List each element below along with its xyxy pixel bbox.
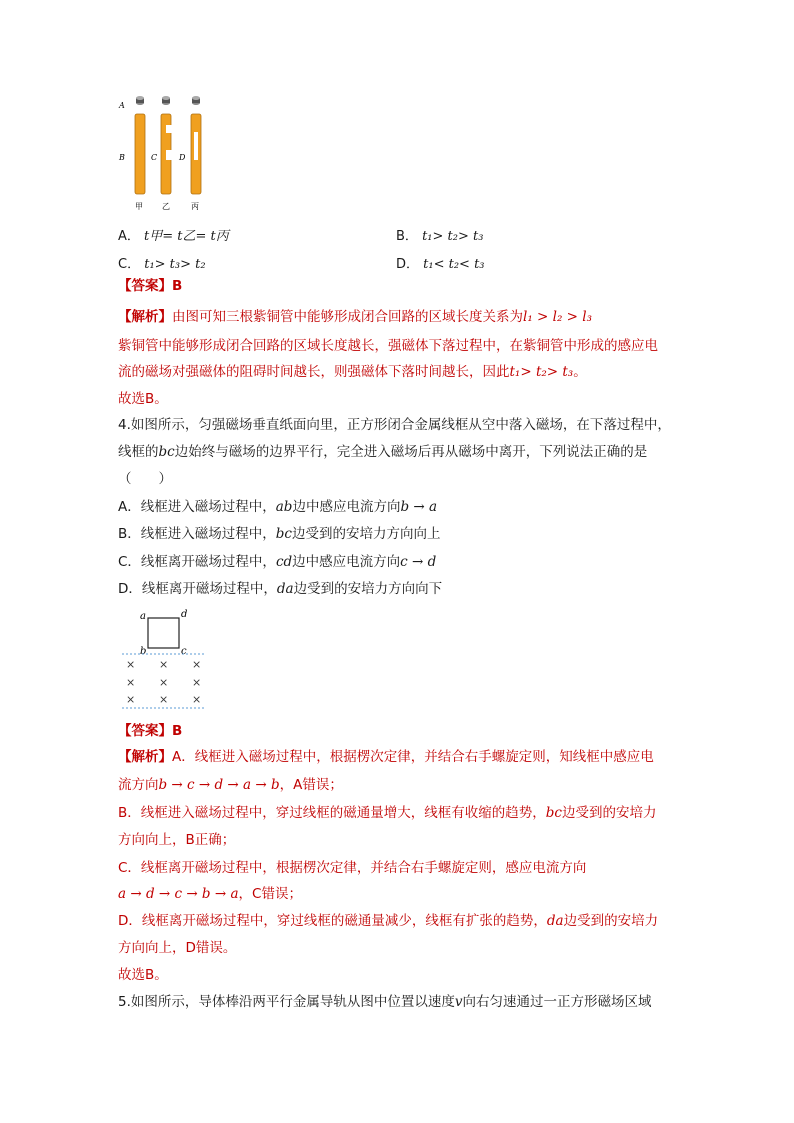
option-a <box>118 225 229 244</box>
option-text: B．线框进入磁场过程中， <box>118 526 276 542</box>
option-text: C．线框离开磁场过程中， <box>118 554 276 570</box>
analysis-math: b → c → d → a → b <box>158 777 280 793</box>
option-d <box>118 579 442 599</box>
analysis-line <box>118 362 587 382</box>
option-text: D．线框离开磁场过程中， <box>118 581 277 597</box>
field-cross: × <box>192 693 202 706</box>
magnetic-field-crosses <box>126 658 201 706</box>
label-D: D <box>179 153 186 162</box>
label-C: C <box>151 153 158 162</box>
analysis-line <box>118 775 343 795</box>
field-cross: × <box>126 658 136 671</box>
analysis-text: 边受到的安培力 <box>561 805 657 821</box>
option-text: 边受到的安培力方向向下 <box>293 581 443 597</box>
copper-tubes-figure <box>115 92 215 214</box>
option-text: A．线框进入磁场过程中， <box>118 499 276 515</box>
option-text: 边中感应电流方向 <box>292 499 401 515</box>
option-math: cd <box>275 554 293 570</box>
field-cross: × <box>192 658 202 671</box>
option-text: 边中感应电流方向 <box>292 554 401 570</box>
tube-bing <box>191 114 201 194</box>
tube-name-bing: 丙 <box>191 202 199 211</box>
analysis-line <box>118 803 656 823</box>
option-c <box>118 253 206 272</box>
analysis-line: 紫铜管中能够形成闭合回路的区域长度越长，强磁体下落过程中，在紫铜管中形成的感应电 <box>118 338 658 354</box>
vertex-c: c <box>181 646 187 657</box>
option-expr: t₁> t₂> t₃ <box>422 229 484 244</box>
option-b <box>118 524 440 544</box>
magnet-icon <box>192 96 200 105</box>
option-a <box>118 497 437 517</box>
stem-text: 线框的 <box>118 444 159 460</box>
analysis-line <box>118 884 302 904</box>
option-math: da <box>276 581 294 597</box>
square-frame <box>148 618 179 648</box>
field-cross: × <box>159 658 169 671</box>
tube-name-yi: 乙 <box>162 202 170 211</box>
analysis-tag: 【解析】 <box>118 749 172 765</box>
option-text: 边受到的安培力方向向上 <box>291 526 441 542</box>
option-d <box>396 253 485 272</box>
analysis-text: 边受到的安培力 <box>563 913 659 929</box>
analysis-text: 。 <box>573 364 587 380</box>
option-expr: t₁< t₂< t₃ <box>423 257 485 272</box>
option-math: c → d <box>400 554 437 570</box>
analysis-math: bc <box>545 805 562 821</box>
question-stem <box>118 992 652 1012</box>
option-letter: D． <box>396 257 420 272</box>
conclusion: 故选B。 <box>118 967 168 983</box>
analysis-line <box>118 747 654 767</box>
analysis-line: 方向向上，B正确； <box>118 832 236 848</box>
answer-tag: 【答案】 <box>118 278 172 294</box>
tube-name-jia: 甲 <box>135 202 143 211</box>
magnet-icon <box>136 96 144 105</box>
option-letter: A． <box>118 229 140 244</box>
stem-text: 5.如图所示，导体棒沿两平行金属导轨从图中位置以速度 <box>118 994 455 1010</box>
option-expr: t甲= t乙= t丙 <box>144 229 229 244</box>
field-cross: × <box>126 693 136 706</box>
question-stem: （ ） <box>118 471 172 487</box>
option-letter: C． <box>118 257 141 272</box>
analysis-line <box>118 911 658 931</box>
analysis-math: a → d → c → b → a <box>118 886 239 902</box>
analysis-text: B．线框进入磁场过程中，穿过线框的磁通量增大，线框有收缩的趋势， <box>118 805 546 821</box>
label-B: B <box>119 153 125 162</box>
stem-text: 边始终与磁场的边界平行，完全进入磁场后再从磁场中离开，下列说法正确的是 <box>174 444 648 460</box>
analysis-line <box>118 307 592 327</box>
answer-value: B <box>172 278 183 294</box>
magnet-icon <box>162 96 170 105</box>
question-stem: 4.如图所示，匀强磁场垂直纸面向里，正方形闭合金属线框从空中落入磁场，在下落过程中， <box>118 417 671 433</box>
analysis-math: da <box>546 913 564 929</box>
conclusion: 故选B。 <box>118 391 168 407</box>
analysis-text: ，A错误； <box>279 777 343 793</box>
vertex-d: d <box>181 609 188 620</box>
vertex-a: a <box>140 611 146 622</box>
analysis-text: ，C错误； <box>238 886 302 902</box>
tube-jia <box>135 114 145 194</box>
label-A: A <box>119 101 125 110</box>
answer-line <box>118 721 182 741</box>
answer-line <box>118 276 182 296</box>
option-expr: t₁> t₃> t₂ <box>144 257 206 272</box>
stem-text: 向右匀速通过一正方形磁场区域 <box>462 994 652 1010</box>
option-b <box>396 225 483 244</box>
option-c <box>118 552 436 572</box>
question-stem <box>118 442 647 462</box>
analysis-tag: 【解析】 <box>118 309 172 325</box>
analysis-line: C．线框离开磁场过程中，根据楞次定律，并结合右手螺旋定则，感应电流方向 <box>118 860 587 876</box>
analysis-line: 方向向上，D错误。 <box>118 940 237 956</box>
field-cross: × <box>126 676 136 689</box>
option-letter: B． <box>396 229 418 244</box>
analysis-text: 流的磁场对强磁体的阻碍时间越长，则强磁体下落时间越长，因此 <box>118 364 510 380</box>
field-cross: × <box>159 676 169 689</box>
analysis-text: 流方向 <box>118 777 159 793</box>
answer-value: B <box>172 723 183 739</box>
field-cross: × <box>192 676 202 689</box>
stem-math: bc <box>158 444 175 460</box>
analysis-math: l₁ > l₂ > l₃ <box>523 309 592 325</box>
answer-tag: 【答案】 <box>118 723 172 739</box>
analysis-text: 由图可知三根紫铜管中能够形成闭合回路的区域长度关系为 <box>172 309 523 325</box>
analysis-text: D．线框离开磁场过程中，穿过线框的磁通量减少，线框有扩张的趋势， <box>118 913 547 929</box>
tube-yi <box>161 114 172 194</box>
option-math: b → a <box>400 499 438 515</box>
stem-math: v <box>454 994 463 1010</box>
analysis-math: t₁> t₂> t₃ <box>509 364 574 380</box>
analysis-text: A．线框进入磁场过程中，根据楞次定律，并结合右手螺旋定则，知线框中感应电 <box>172 749 654 765</box>
vertex-b: b <box>140 646 147 657</box>
option-math: bc <box>275 526 292 542</box>
field-cross: × <box>159 693 169 706</box>
frame-field-figure <box>118 606 218 710</box>
option-math: ab <box>275 499 293 515</box>
